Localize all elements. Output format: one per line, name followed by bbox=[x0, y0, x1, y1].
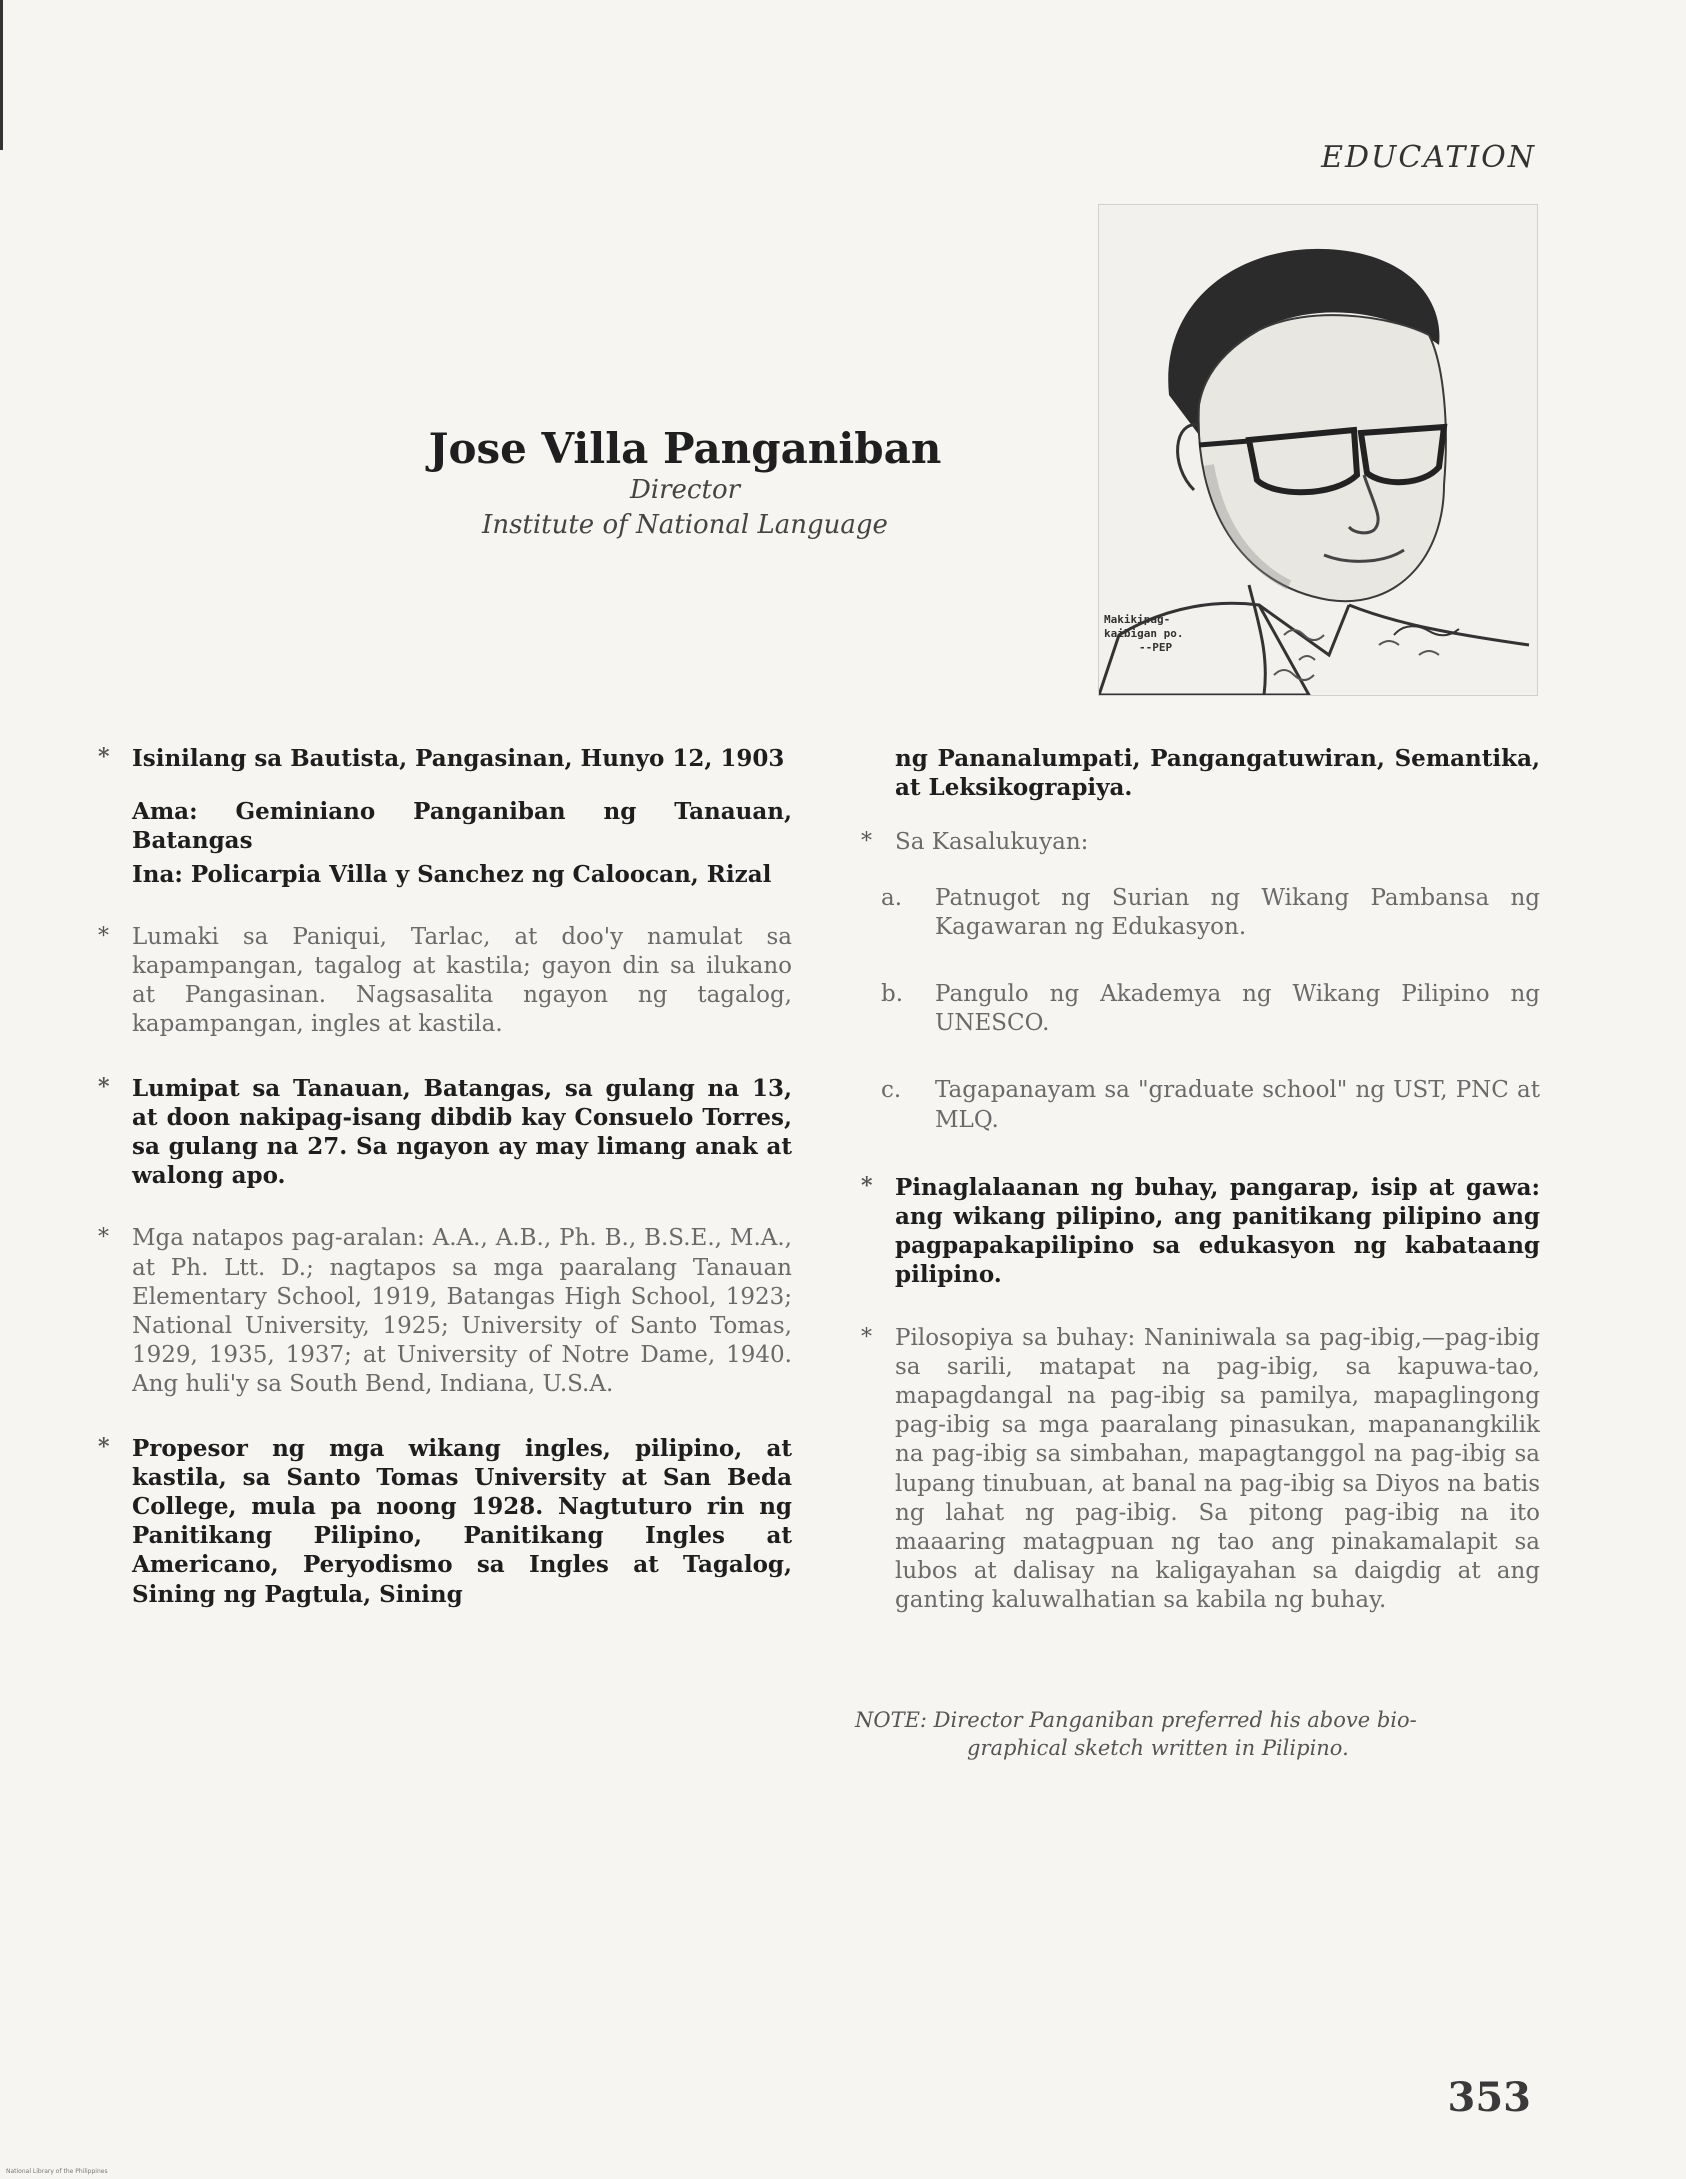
svg-text:kaibigan po.: kaibigan po. bbox=[1104, 627, 1184, 640]
person-role: Director bbox=[629, 475, 741, 506]
footer-source: National Library of the Philippines bbox=[6, 2168, 108, 2175]
section-label: EDUCATION bbox=[1321, 140, 1536, 175]
continuation-paragraph: ng Pananalumpati, Pangangatuwiran, Semantika, at Leksikograpiya. bbox=[895, 745, 1540, 802]
current-heading: * Sa Kasalukuyan: bbox=[861, 829, 1089, 856]
left-margin-rule bbox=[0, 0, 3, 150]
portrait-illustration-icon bbox=[1099, 205, 1537, 695]
portrait-sketch bbox=[1098, 204, 1538, 696]
bullet-icon: * bbox=[98, 1433, 110, 1460]
bullet-icon: * bbox=[861, 1324, 872, 1350]
dedication-paragraph: * Pinaglalaanan ng buhay, pangarap, isip at gawa: ang wikang pilipino, ang panitikang pilipino ang pagpapakapilipino sa edukasyon ng kabataang pilipino. bbox=[861, 1172, 1540, 1289]
bullet-icon: * bbox=[98, 1073, 110, 1100]
list-item: c. Tagapanayam sa "graduate school" ng UST, PNC at MLQ. bbox=[881, 1077, 1540, 1133]
portrait-inscription: Makikipag- bbox=[1104, 613, 1171, 626]
biography-note bbox=[855, 1706, 1540, 1763]
bullet-icon: * bbox=[861, 1172, 873, 1199]
professor-paragraph: * Propesor ng mga wikang ingles, pilipino, at kastila, sa Santo Tomas University at San Beda College, mula pa noong 1928. Nagtuturo rin ng Panitikang Pilipino, Panitikang Ingles at Americano, Peryodismo sa Ingles at Tagalog, Sining ng Pagtula, Sining bbox=[98, 1433, 792, 1608]
moved-paragraph: * Lumipat sa Tanauan, Batangas, sa gulang na 13, at doon nakipag-isang dibdib kay Consuelo Torres, sa gulang na 27. Sa ngayon ay may limang anak at walong apo. bbox=[98, 1073, 792, 1190]
person-organization: Institute of National Language bbox=[482, 510, 888, 541]
note-line-2: graphical sketch written in Pilipino. bbox=[967, 1736, 1349, 1761]
bullet-icon: * bbox=[98, 923, 109, 949]
list-item: b. Pangulo ng Akademya ng Wikang Pilipino ng UNESCO. bbox=[881, 981, 1540, 1037]
left-column bbox=[92, 744, 792, 1643]
mother-line: Ina: Policarpia Villa y Sanchez ng Caloocan, Rizal bbox=[132, 860, 772, 888]
person-name: Jose Villa Panganiban bbox=[428, 424, 942, 473]
bullet-icon: * bbox=[98, 744, 110, 770]
education-paragraph: * Mga natapos pag-aralan: A.A., A.B., Ph. B., B.S.E., M.A., at Ph. Ltt. D.; nagtapos sa mga paaralang Tanauan Elementary School, 1919, Batangas High School, 1923; National University, 1925; University of Santo Tomas, 1929, 1935, 1937; at University of Notre Dame, 1940. Ang huli'y sa South Bend, Indiana, U.S.A. bbox=[98, 1225, 792, 1398]
right-column bbox=[855, 744, 1540, 1650]
page-number: 353 bbox=[1447, 2074, 1531, 2121]
title-block bbox=[420, 425, 950, 543]
raised-paragraph: * Lumaki sa Paniqui, Tarlac, at doo'y namulat sa kapampangan, tagalog at kastila; gayon din sa ilukano at Pangasinan. Nagsasalita ngayon ng tagalog, kapampangan, ingles at kastila. bbox=[98, 923, 792, 1038]
father-line: Ama: Geminiano Panganiban ng Tanauan, Batangas bbox=[132, 798, 792, 855]
philosophy-paragraph: * Pilosopiya sa buhay: Naniniwala sa pag-ibig,—pag-ibig sa sarili, matapat na pag-ibig, sa kapuwa-tao, mapagdangal na pag-ibig sa pamilya, mapaglingong pag-ibig sa mga paaralang pinasukan, mapanangkilik na pag-ibig sa simbahan, mapagtanggol na pag-ibig sa lupang tinubuan, at banal na pag-ibig sa Diyos na batis ng lahat ng pag-ibig. Sa pitong pag-ibig na ito maaaring matagpuan ng tao ang pinakamalapit sa lubos at dalisay na kaligayahan sa daigdig at ang ganting kaluwalhatian sa kabila ng buhay. bbox=[861, 1324, 1540, 1614]
birth-paragraph: * Isinilang sa Bautista, Pangasinan, Hunyo 12, 1903 bbox=[98, 744, 785, 772]
bullet-icon: * bbox=[98, 1225, 109, 1251]
svg-text:--PEP: --PEP bbox=[1139, 641, 1173, 654]
list-item: a. Patnugot ng Surian ng Wikang Pambansa ng Kagawaran ng Edukasyon. bbox=[881, 884, 1540, 940]
note-line-1: NOTE: Director Panganiban preferred his above bio- bbox=[855, 1708, 1417, 1732]
bullet-icon: * bbox=[861, 829, 872, 855]
